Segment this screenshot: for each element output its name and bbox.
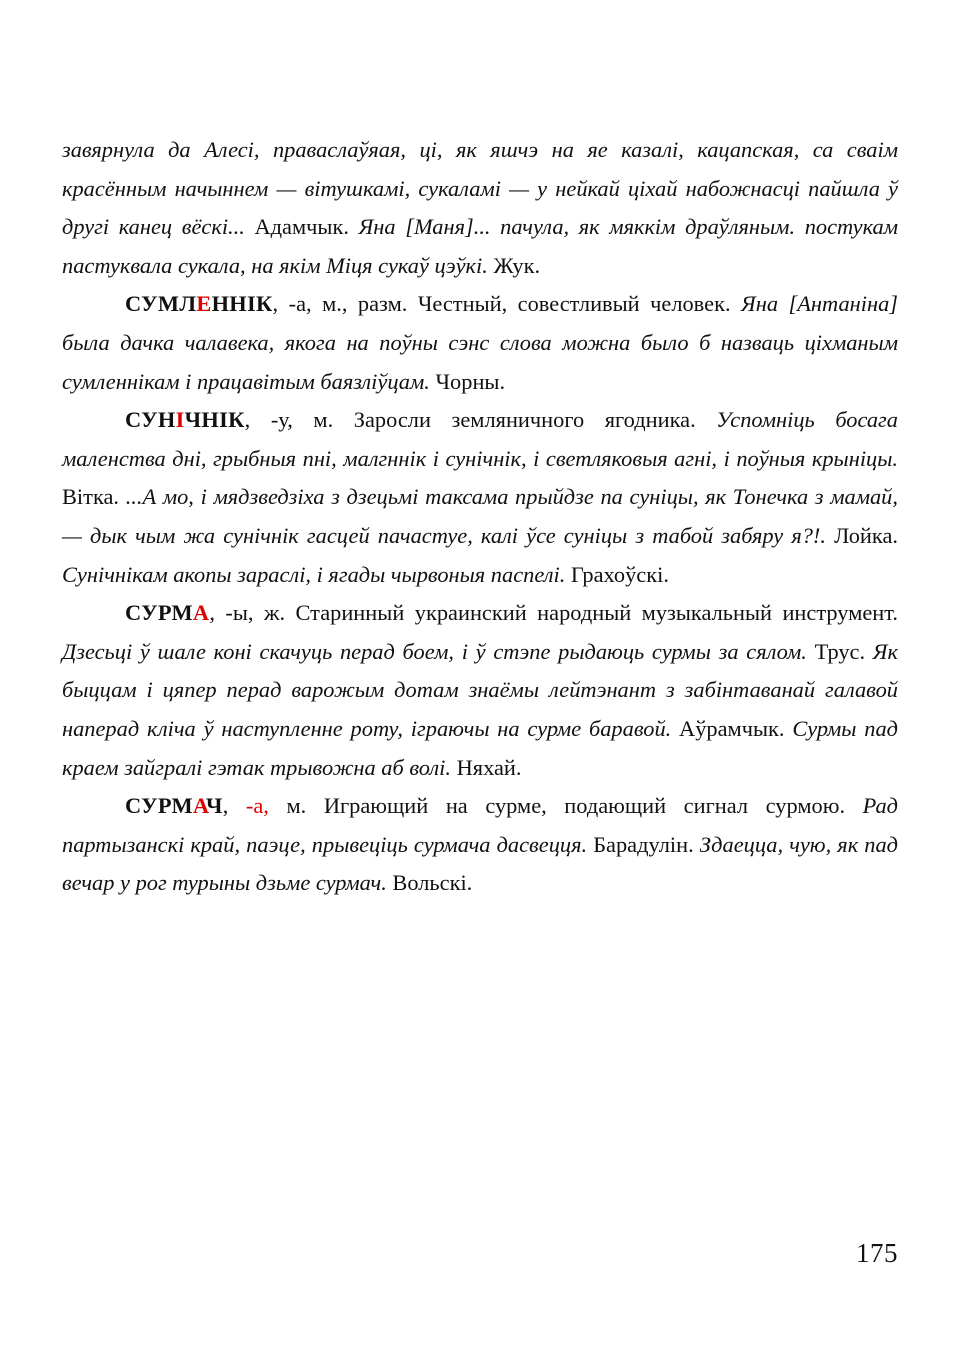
stressed-vowel: А [192,793,206,819]
citation-author: Адамчык. [244,214,359,240]
inflection-separator: , [222,793,246,819]
citation-author: Барадулін. [587,831,700,857]
citation-text: Яна [Антаніна] была дачка чалавека, якога на поўны сэнс слова можна было б назваць ціхманым сумленнікам і працавітым баязліўцам. [62,291,898,394]
citation-author: Няхай. [451,754,522,780]
citation-author: Лойка. [825,522,898,548]
headword [125,407,245,432]
headword-part: СУМЛ [125,291,197,317]
dictionary-page-text [62,131,898,903]
definition-text: Честный, совестливый человек. [407,291,742,317]
dictionary-entry-surma [62,594,898,787]
citation-text: Дзесьці ў шале коні скачуць перад боем, і ў стэпе рыдаюць сурмы за сялом. [62,638,807,664]
stressed-vowel: І [175,407,185,433]
citation-author: Чорны. [429,368,506,394]
definition-text: Заросли земляничного ягодника. [333,407,717,433]
inflection-label: , -у, м. [244,407,334,433]
citation-text: Рад партызанскі край, паэце, прывеціць сурмача дасвецця. [62,793,898,857]
headword-part: СУРМ [125,600,193,626]
headword [125,793,223,818]
headword-part: ННІК [211,291,273,317]
citation-text: Сурмы пад краем зайгралі гэтак трывожна аб волі. [62,715,898,780]
citation-author: Грахоўскі. [565,561,669,587]
inflection-label: -а, [245,793,269,819]
citation-author: Вітка. [62,484,126,510]
stressed-vowel: А [192,600,210,626]
dictionary-entry-surmach [62,787,898,903]
definition-text: м. Играющий на сурме, подающий сигнал сурмою. [268,793,863,819]
dictionary-entry-sumliennik [62,285,898,401]
headword-part: Ч [205,793,223,819]
citation-text: завярнула да Алесі, праваслаўяая, ці, як яшчэ на яе казалі, кацапская, са сваім красённым начыннем — вітушкамі, сукаламі — у нейкай ціхай набожнасці пайшла ў другі канец вёскі... [62,137,898,240]
headword [125,600,209,625]
inflection-label: , -ы, ж. [209,600,286,626]
citation-text: Успомніць босага маленства дні, грыбныя пні, малгннік і сунічнік, і светляковыя агні, і поўныя крыніцы. [62,407,898,471]
headword-part: СУН [125,407,176,433]
headword [125,291,273,316]
citation-author: Аўрамчык. [671,715,793,741]
headword-part: ЧНІК [184,407,245,433]
citation-author: Трус. [806,638,873,664]
citation-text: ...А мо, і мядзведзіха з дзецьмі таксама прыйдзе па суніцы, як Тонечка з мамай, — дык чым жа сунічнік гасцей пачастуе, калі ўсе суніцы з табой забяру я?!. [62,484,898,548]
citation-text: Здаецца, чую, як пад вечар у рог турыны дзьме сурмач. [62,831,898,896]
headword-part: СУРМ [125,793,193,819]
stressed-vowel: Е [196,291,212,317]
definition-text: Старинный украинский народный музыкальный инструмент. [285,600,898,626]
citation-text: Яна [Маня]... пачула, як мяккім драўляным. постукам пастуквала сукала, на якім Міця сукаў цэўкі. [62,214,898,278]
page-number: 175 [856,1238,898,1268]
citation-text: Як быццам і цяпер перад варожым дотам знаёмы лейтэнант з забінтаванай галавой наперад кліча ў наступленне роту, іграючы на сурме баравой. [62,638,898,741]
entry-continuation [62,131,898,285]
inflection-label: , -а, м., разм. [272,291,408,317]
citation-author: Вольскі. [386,870,473,896]
citation-text: Сунічнікам акопы зараслі, і ягады чырвоныя паспелі. [62,561,566,587]
dictionary-entry-sunichnik [62,401,898,594]
citation-author: Жук. [487,252,541,278]
